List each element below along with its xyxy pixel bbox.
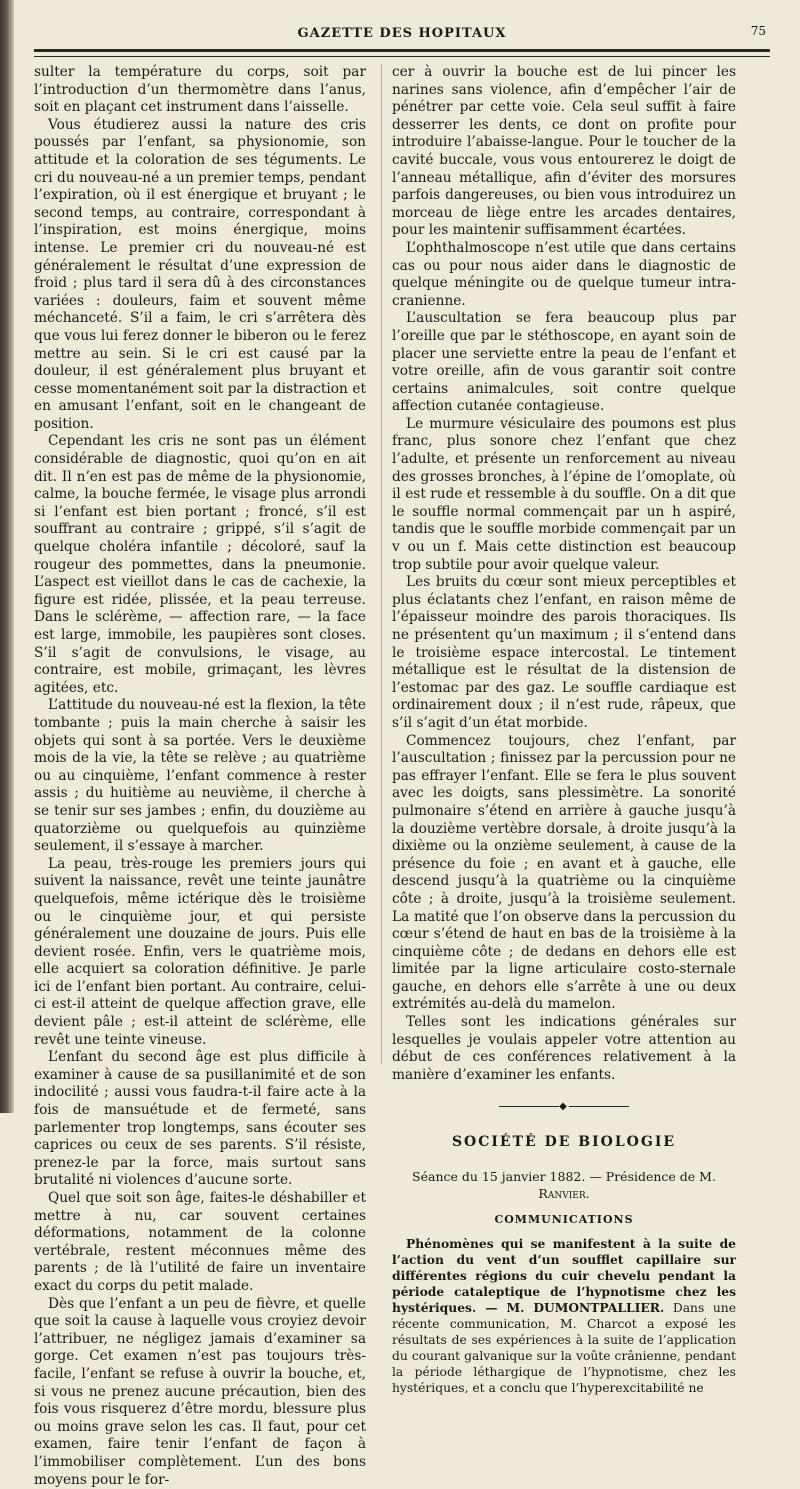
communications-heading: COMMUNICATIONS (494, 1212, 634, 1226)
page-binding-shadow (0, 0, 14, 1113)
paragraph: L’auscultation se fera beaucoup plus par l’oreille que par le stéthoscope, en ayant soin de placer une serviette entre la peau de l’enfant et votre oreille, afin de vous garantir soit contre certains animalcules, soit contre quelque affection cutanée contagieuse. (392, 310, 736, 415)
paragraph: Commencez toujours, chez l’enfant, par l’auscultation ; finissez par la percussion pour ne pas effrayer l’enfant. Elle se fera le plus souvent avec les doigts, sans plessimètre. La sonorité pulmonaire s’étend en arrière à gauche jusqu’à la douzième vertèbre dorsale, à droite jusqu’à la dixième ou la onzième seulement, à cause de la présence du foie ; en avant et à gauche, elle descend jusqu’à la quatrième ou la cinquième côte ; à droite, jusqu’à la troisième seulement. La matité que l’on observe dans la percussion du cœur s’étend de haut en bas de la troisième à la cinquième côte ; de dedans en dehors elle est limitée par la ligne articulaire costo-sternale gauche, en dehors elle s’arrête à une ou deux extrémités au-delà du mamelon. (392, 732, 736, 1013)
article-paragraph (392, 1236, 736, 1396)
header-rule-thick (34, 49, 770, 52)
section-ornament: ◆ (392, 1098, 736, 1116)
article-text: Dans une récente communication, M. Charcot a exposé les résultats de ses expériences à la suite de l’application du courant galvanique sur la voûte crânienne, pendant la période léthargique de l’hypnotisme, chez les hystériques, et a conclu que l’hyperexcitabilité ne (392, 1301, 736, 1396)
journal-title: GAZETTE DES HOPITAUX (297, 26, 507, 41)
paragraph: Vous étudierez aussi la nature des cris poussés par l’enfant, sa physionomie, son attitude et la coloration de ses téguments. Le cri du nouveau-né a un premier temps, pendant l’expiration, où il est énergique et bruyant ; le second temps, au contraire, correspondant à l’inspiration, est moins énergique, moins intense. Le premier cri du nouveau-né est généralement le résultat d’une expression de froid ; plus tard il sera dû à des circonstances variées : douleurs, faim et souvent même méchanceté. S’il a faim, le cri s’arrêtera dès que vous lui ferez donner le biberon ou le ferez mettre au sein. Si le cri est causé par la douleur, il est généralement plus bruyant et cesse momentanément soit par la distraction et en amusant l’enfant, soit en le changeant de position. (34, 116, 366, 432)
right-column (392, 64, 736, 1396)
paragraph: Dès que l’enfant a un peu de fièvre, et quelle que soit la cause à laquelle vous croyiez devoir l’attribuer, ne négligez jamais d’examiner sa gorge. Cet examen n’est pas toujours très-facile, l’enfant se refuse à ouvrir la bouche, et, si vous ne prenez aucune précaution, bien des fois vous risquerez d’être mordu, blessure plus ou moins grave selon les cas. Il faut, pour cet examen, faire tenir l’enfant de façon à l’immobiliser complètement. L’un des bons moyens pour le for- (34, 1295, 366, 1488)
section-title: SOCIÉTÉ DE BIOLOGIE (451, 1134, 677, 1151)
paragraph: Le murmure vésiculaire des poumons est plus franc, plus sonore chez l’enfant que chez l’adulte, et présente un renforcement au niveau des grosses bronches, à l’épine de l’omoplate, où il est rude et ressemble à du souffle. On a dit que le souffle normal commençait par un h aspiré, tandis que le souffle morbide commençait par un v ou un f. Mais cette distinction est beaucoup trop subtile pour avoir quelque valeur. (392, 415, 736, 573)
paragraph: cer à ouvrir la bouche est de lui pincer les narines sans violence, afin d’empêcher l’air de pénétrer par cette voie. Cela seul suffit à faire desserrer les dents, ce dont on profite pour introduire l’abaisse-langue. Pour le toucher de la cavité buccale, vous vous entourerez le doigt de l’anneau métallique, afin d’éviter des morsures parfois dangereuses, ou bien vous introduirez un morceau de liège entre les arcades dentaires, pour les maintenir suffisamment écartées. (392, 64, 736, 239)
column-divider (381, 64, 382, 1064)
left-column (34, 64, 366, 1489)
paragraph: Les bruits du cœur sont mieux perceptibles et plus éclatants chez l’enfant, en raison même de l’épaisseur moindre des parois thoraciques. Ils ne présentent qu’un maximum ; il s’entend dans le troisième espace intercostal. Le tintement métallique est le résultat de la distension de l’estomac par des gaz. Le souffle cardiaque est ordinairement doux ; il n’est rude, râpeux, que s’il s’agit d’un état morbide. (392, 574, 736, 731)
meeting-prefix: Séance du 15 janvier 1882. — Présidence de M. (412, 1168, 716, 1184)
paragraph: L’ophthalmoscope n’est utile que dans certains cas ou pour nous aider dans le diagnostic de quelque méningite ou de quelque tumeur intra-cranienne. (392, 239, 736, 309)
meeting-president: Ranvier. (538, 1186, 590, 1202)
page-header (34, 22, 770, 48)
paragraph: Quel que soit son âge, faites-le déshabiller et mettre à nu, car souvent certaines déformations, notamment de la colonne vertébrale, restent méconnues même des parents ; de là l’utilité de faire un inventaire exact du corps du petit malade. (34, 1190, 366, 1294)
paragraph: L’enfant du second âge est plus difficile à examiner à cause de sa pusillanimité et de son indocilité ; aussi vous faudra-t-il faire acte à la fois de mansuétude et de fermeté, sans parlementer trop longtemps, sans écouter ses caprices ou ceux de ses parents. S’il résiste, prenez-le par la force, mais surtout sans brutalité ni violences d’aucune sorte. (34, 1049, 366, 1189)
meeting-line (392, 1168, 736, 1203)
paragraph: L’attitude du nouveau-né est la flexion, la tête tombante ; puis la main cherche à saisir les objets qui sont à sa portée. Vers le deuxième mois de la vie, la tête se relève ; au quatrième ou au cinquième, l’enfant commence à rester assis ; du huitième au neuvième, il cherche à se tenir sur ses jambes ; enfin, du douzième au quatorzième ou quelquefois au quinzième seulement, il s’essaye à marcher. (34, 697, 366, 855)
header-rule-thin (34, 56, 770, 57)
paragraph: sulter la température du corps, soit par l’introduction d’un thermomètre dans l’anus, soit en plaçant cet instrument dans l’aisselle. (34, 64, 366, 116)
page-number: 75 (750, 24, 766, 38)
paragraph: Telles sont les indications générales sur lesquelles je voulais appeler votre attention au début de ces conférences relativement à la manière d’examiner les enfants. (392, 1014, 736, 1083)
paragraph: La peau, très-rouge les premiers jours qui suivent la naissance, revêt une teinte jaunâtre quelquefois, même ictérique dès le troisième ou le cinquième jour, et qui persiste généralement une douzaine de jours. Puis elle devient rosée. Enfin, vers le quatrième mois, elle acquiert sa coloration définitive. Je parle ici de l’enfant bien portant. Au contraire, celui-ci est-il atteint de quelque affection grave, elle devient pâle ; est-il atteint de sclérème, elle revêt une teinte vineuse. (34, 855, 366, 1048)
article-title: Phénomènes qui se manifestent à la suite de l’action du vent d’un soufflet capillaire sur différentes régions du cuir chevelu pendant la période cataleptique de l’hypnotisme chez les hystériques. — M. DUMONTPALLIER. (392, 1236, 736, 1316)
paragraph: Cependant les cris ne sont pas un élément considérable de diagnostic, quoi qu’on en ait dit. Il n’en est pas de même de la physionomie, calme, la bouche fermée, le visage plus arrondi si l’enfant est bien portant ; froncé, s’il est souffrant au contraire ; grippé, s’il s’agit de quelque choléra infantile ; décoloré, sauf la rougeur des pommettes, dans la pneumonie. L’aspect est vieillot dans le cas de cachexie, la figure est ridée, plissée, et la peau terreuse. Dans le sclérème, — affection rare, — la face est large, immobile, les paupières sont closes. S’il s’agit de convulsions, le visage, au contraire, est mobile, grimaçant, les lèvres agitées, etc. (34, 433, 366, 696)
